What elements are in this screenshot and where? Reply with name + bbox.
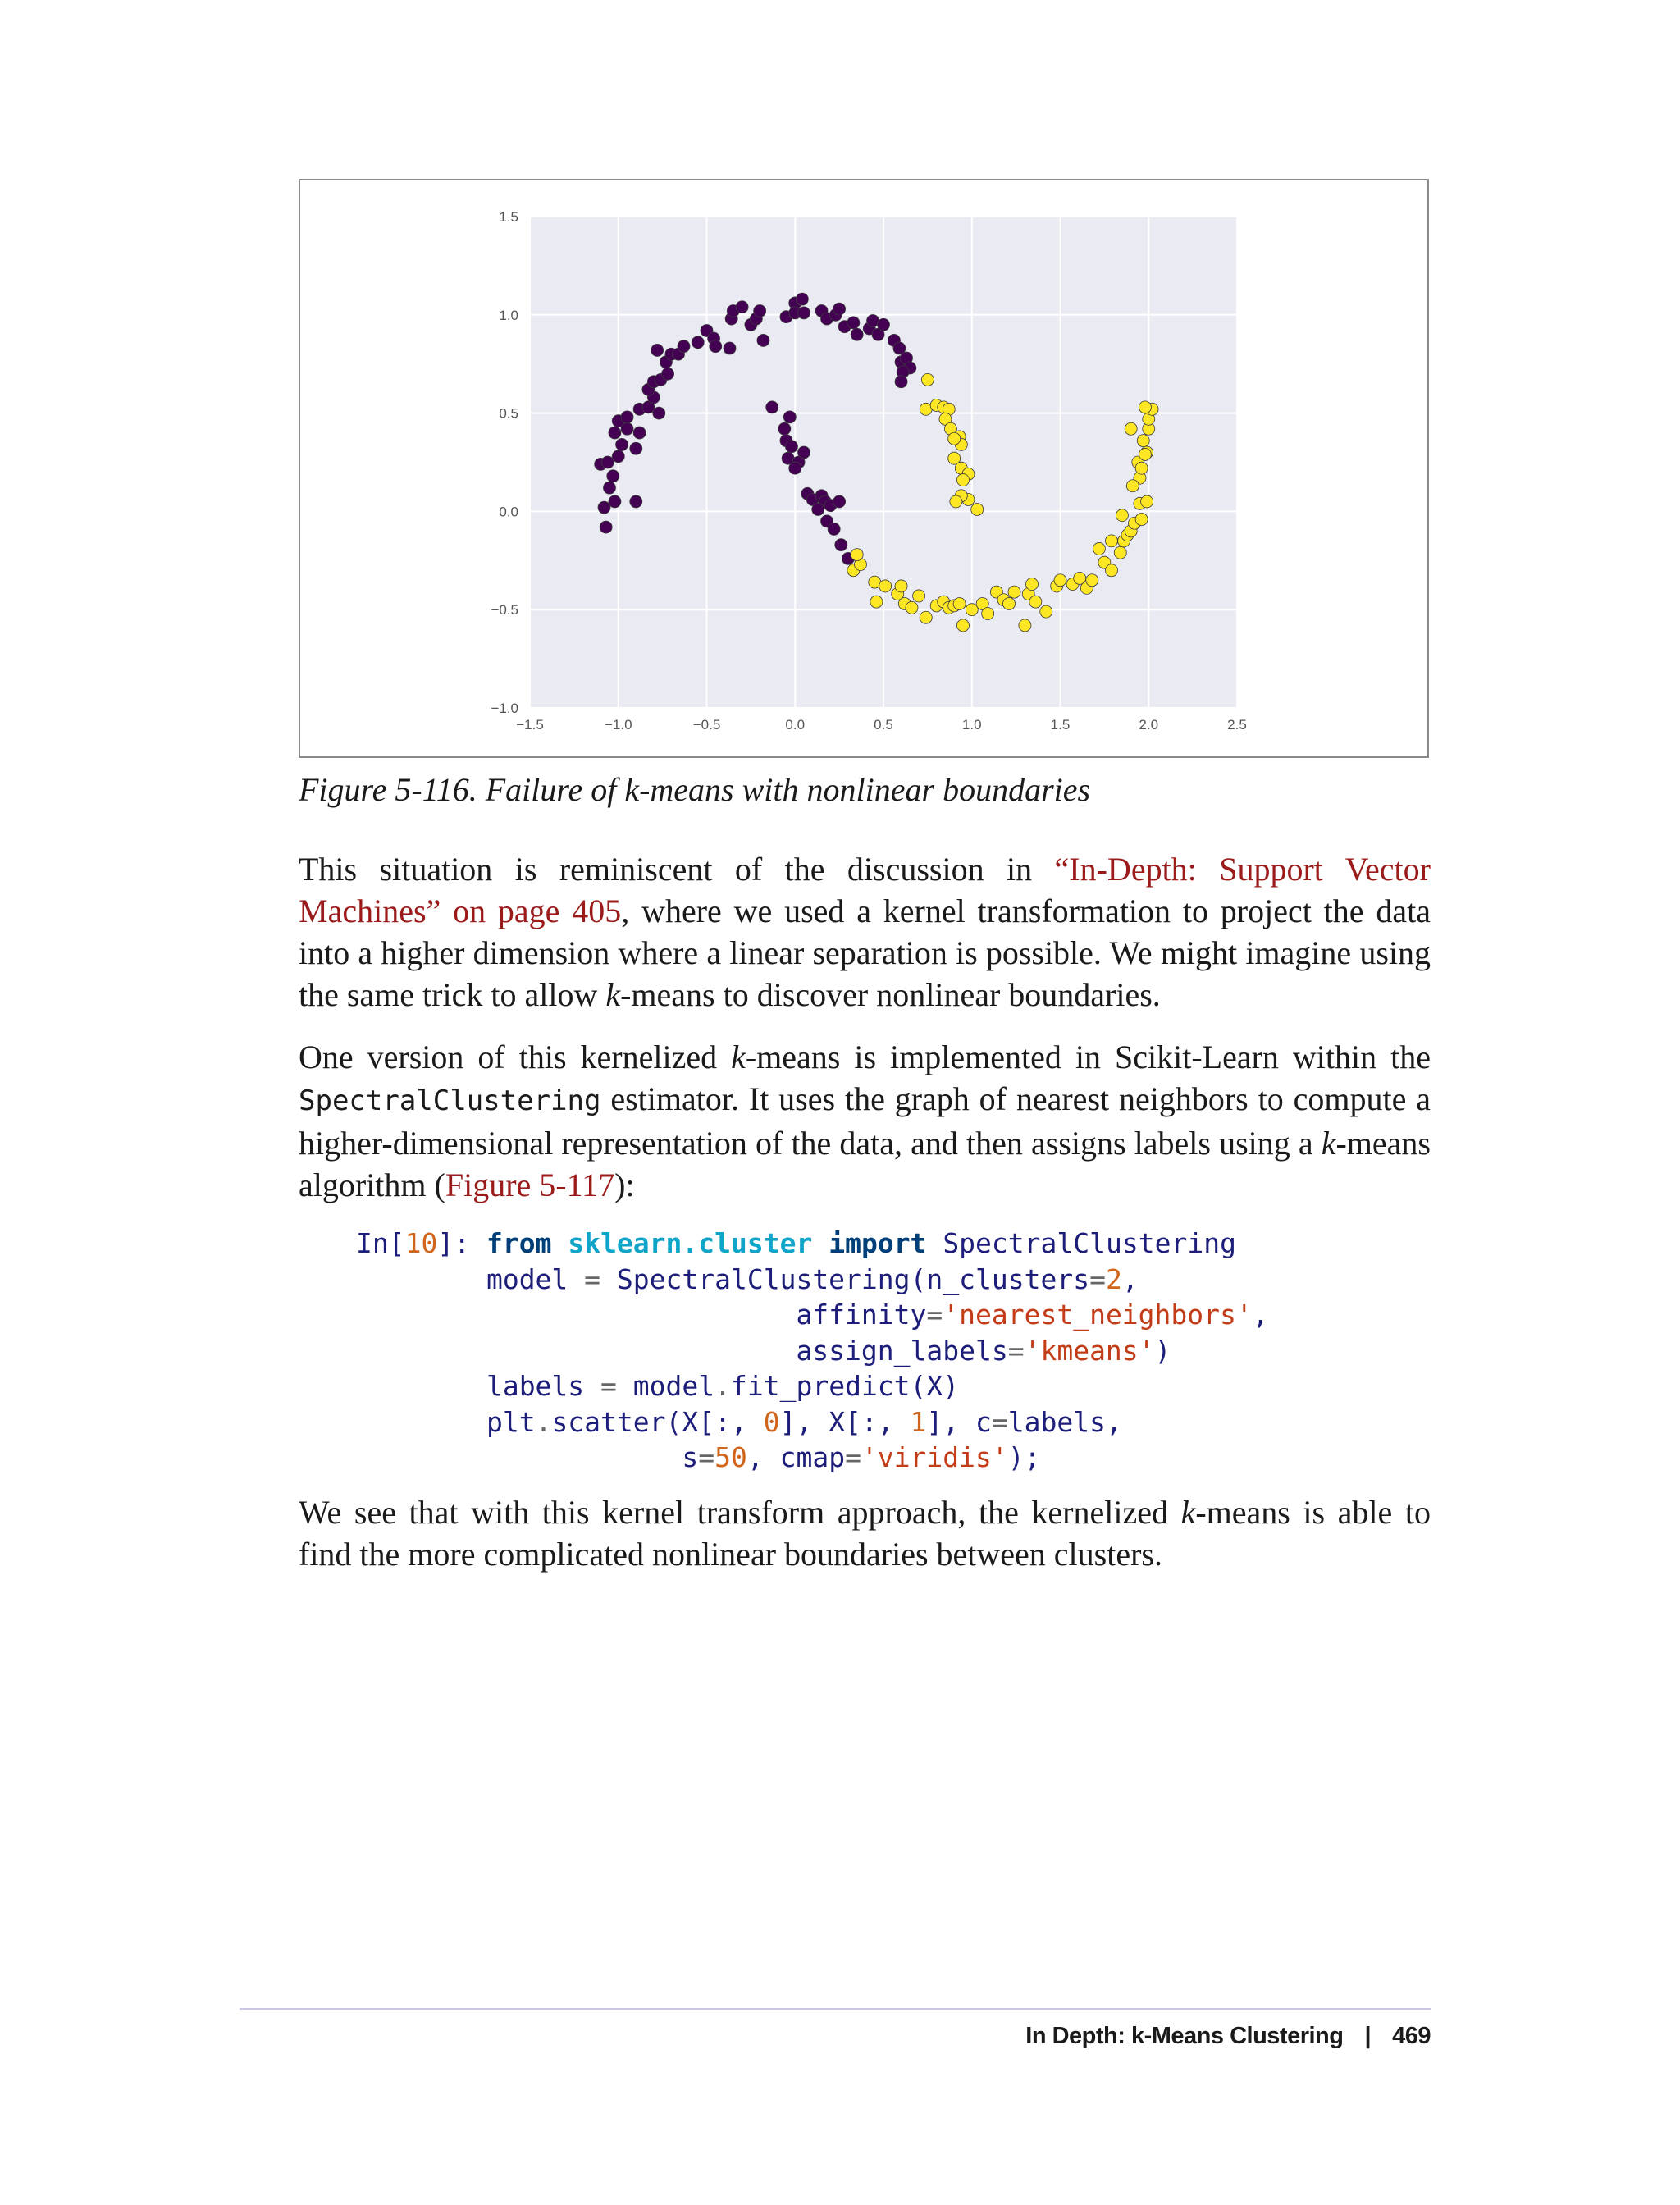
data-point-cluster-0 [653,407,665,419]
data-point-cluster-1 [1135,462,1148,474]
data-point-cluster-1 [1135,513,1148,525]
data-point-cluster-0 [783,411,796,423]
data-point-cluster-0 [612,450,624,463]
footer-separator: | [1364,2023,1372,2049]
y-tick-label: 0.5 [499,405,518,422]
footer-rule [240,2008,1431,2010]
data-point-cluster-0 [757,334,769,346]
data-point-cluster-0 [833,495,846,508]
data-point-cluster-1 [1029,596,1042,608]
y-tick-label: −1.0 [491,701,518,716]
data-point-cluster-0 [851,328,863,340]
data-point-cluster-1 [1126,480,1139,492]
x-tick-label: 1.0 [961,717,982,733]
data-point-cluster-1 [1105,535,1117,547]
data-point-cluster-1 [956,474,969,486]
data-point-cluster-0 [662,368,674,380]
data-point-cluster-0 [796,293,808,305]
data-point-cluster-0 [630,442,642,454]
data-point-cluster-1 [1019,619,1031,632]
data-point-cluster-0 [609,427,621,439]
data-point-cluster-1 [895,580,907,592]
data-point-cluster-0 [778,422,791,435]
data-point-cluster-1 [921,373,934,386]
data-point-cluster-0 [598,501,610,514]
x-tick-label: −1.0 [604,717,632,733]
figure-caption: Figure 5-116. Failure of k-means with nonlinear boundaries [299,771,1091,808]
x-tick-label: 2.0 [1139,717,1159,733]
data-point-cluster-1 [966,604,978,616]
x-tick-label: 0.5 [874,717,893,733]
data-point-cluster-0 [828,523,840,535]
data-point-cluster-1 [1139,401,1151,413]
data-point-cluster-0 [798,307,810,319]
data-point-cluster-0 [766,401,778,413]
data-point-cluster-1 [920,611,932,623]
data-point-cluster-0 [847,317,860,329]
y-tick-label: −0.5 [491,602,518,619]
paragraph-1: This situation is reminiscent of the discussion in “In-Depth: Support Vector Machines” on page 405, where we used a kernel transformation to project the data into a higher dimension where a linear separation is possible. We might imagine using the same trick to allow k-means to discover nonlinear boundaries. [299,851,1431,1013]
paragraph-2: One version of this kernelized k-means is implemented in Scikit-Learn within the SpectralClustering estimator. It uses the graph of nearest neighbors to compute a higher-dimensional representation of the data, and then assigns labels using a k-means algorithm (Figure 5-117): [299,1039,1431,1203]
data-point-cluster-0 [616,438,628,450]
data-point-cluster-0 [833,303,846,315]
data-point-cluster-1 [1040,605,1052,618]
x-tick-label: 1.5 [1050,717,1071,733]
data-point-cluster-1 [1141,495,1153,508]
data-point-cluster-1 [950,495,962,508]
data-point-cluster-1 [851,549,863,561]
data-point-cluster-1 [906,601,918,614]
data-point-cluster-1 [1008,586,1020,598]
data-point-cluster-0 [678,340,690,353]
data-point-cluster-1 [1003,598,1016,610]
data-point-cluster-1 [953,598,966,610]
x-tick-label: −0.5 [692,717,721,733]
data-point-cluster-0 [812,504,824,516]
data-point-cluster-1 [870,596,883,608]
data-point-cluster-1 [1137,435,1149,447]
y-tick-label: 1.0 [499,307,518,323]
inline-code: SpectralClustering [299,1084,601,1117]
code-block: In[10]: from sklearn.cluster import SpectralClustering model = SpectralClustering(n_clusters=2, affinity='nearest_neighbors', assign_labels='kmeans') labels = model.fit_predict(X) plt.scatter(X[:, 0], X[:, 1], c=labels, s=50, cmap='viridis'); [356,1227,1269,1473]
running-footer [1025,2023,1431,2050]
data-point-cluster-1 [982,607,994,619]
data-point-cluster-1 [879,580,892,592]
data-point-cluster-1 [1086,574,1098,587]
data-point-cluster-0 [895,376,907,388]
data-point-cluster-0 [789,462,801,474]
svm-section-link[interactable]: “In-Depth: Support Vector Machines” on page 405 [299,851,1431,929]
data-point-cluster-0 [651,344,664,356]
data-point-cluster-0 [607,470,619,482]
x-tick-label: 2.5 [1227,717,1247,733]
x-tick-label: 0.0 [785,717,806,733]
data-point-cluster-0 [710,340,722,353]
x-tick-label: −1.5 [516,717,544,733]
data-point-cluster-1 [1125,422,1137,435]
data-point-cluster-1 [1093,542,1105,555]
data-point-cluster-0 [736,301,748,313]
data-point-cluster-0 [785,441,797,453]
y-tick-label: 1.5 [499,209,518,225]
data-point-cluster-1 [1054,574,1066,587]
data-point-cluster-1 [971,504,984,516]
scatter-plot [300,180,1427,756]
data-point-cluster-1 [1105,564,1117,577]
page-number: 469 [1392,2023,1431,2049]
data-point-cluster-0 [754,305,766,317]
data-point-cluster-0 [724,342,736,354]
paragraph-3: We see that with this kernel transform approach, the kernelized k-means is able to find the more complicated nonlinear boundaries between clusters. [299,1494,1431,1573]
data-point-cluster-0 [609,495,621,508]
data-point-cluster-0 [600,521,612,533]
data-point-cluster-1 [1139,448,1151,460]
data-point-cluster-0 [630,495,642,508]
footer-section-title: In Depth: k-Means Clustering [1025,2023,1344,2049]
data-point-cluster-1 [1026,578,1039,591]
data-point-cluster-1 [1114,546,1126,559]
figure-frame [299,179,1429,758]
data-point-cluster-1 [913,590,925,602]
data-point-cluster-0 [692,336,704,349]
y-tick-label: 0.0 [499,504,518,520]
data-point-cluster-0 [878,318,890,331]
figure-5-117-link[interactable]: Figure 5-117 [445,1166,615,1203]
data-point-cluster-0 [633,427,646,439]
data-point-cluster-0 [601,456,614,468]
data-point-cluster-1 [1116,509,1128,522]
data-point-cluster-0 [798,446,810,459]
data-point-cluster-0 [603,482,615,494]
data-point-cluster-0 [835,539,847,551]
data-point-cluster-0 [621,411,633,423]
data-point-cluster-1 [956,619,969,632]
data-point-cluster-1 [948,432,961,445]
